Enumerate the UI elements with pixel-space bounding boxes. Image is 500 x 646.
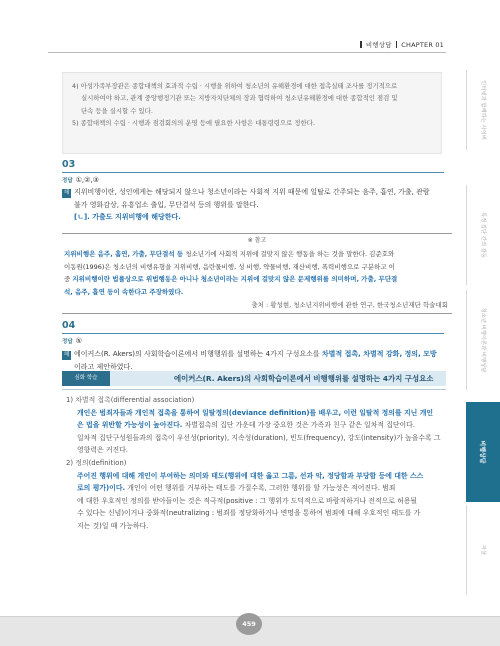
side-tab-5[interactable] bbox=[466, 505, 500, 595]
answer-line bbox=[62, 337, 82, 345]
definition-emphasis: 개인은 범죄자들과 개인적 접촉을 통하여 일탈정의(deviance definition)를 배우고, 이런 일탈적 정의를 지닌 개인 bbox=[77, 408, 434, 417]
law-item-4: 4) 아성가족부장관은 종합대책의 효과적 수립 · 시행을 위하여 청소년의 유해환경에 대한 접촉실태 조사를 정기적으로 bbox=[72, 82, 398, 90]
explanation-icon: 해 bbox=[63, 352, 70, 358]
answer-value: ⑤ bbox=[75, 337, 82, 345]
note-text: 중 bbox=[64, 275, 73, 284]
note-emphasis: 지위비행은 음주, 흡연, 가출, 무단결석 등 bbox=[64, 249, 184, 258]
law-item-4-cont: 단속 등을 실시할 수 있다. bbox=[81, 106, 153, 115]
definition-text: 개인이 어떤 행위를 거부하는 태도를 가질수록, 그러한 행위를 할 가능성은 적어진다. 범죄 bbox=[125, 484, 396, 493]
note-text: 이동원(1996)은 청소년의 비행유형을 지위비행, 음란물비행, 성 비행, 약물비행, 재산비행, 폭력비행으로 구분하고 이 bbox=[64, 262, 395, 271]
law-excerpt-box bbox=[62, 72, 442, 154]
note-title: ※ 참고 bbox=[247, 237, 267, 244]
side-tab-1[interactable] bbox=[466, 70, 500, 150]
question-number: 04 bbox=[62, 320, 76, 331]
header-bar bbox=[360, 41, 362, 48]
definition-heading: 1) 차별적 접촉(differential association) bbox=[66, 396, 195, 404]
page-number: 459 bbox=[236, 613, 262, 635]
side-tab-label: 특정 집단 간의 갈등 bbox=[479, 212, 486, 258]
definition-emphasis: 은 법을 위반할 가능성이 높아진다. bbox=[77, 421, 183, 430]
side-tab-2[interactable] bbox=[466, 185, 500, 285]
question-rule bbox=[62, 172, 444, 173]
definition-heading: 2) 정의(definition) bbox=[66, 458, 127, 467]
explanation-icon: 해 bbox=[63, 190, 70, 196]
explanation-highlight: 차별적 접촉, 차별적 강화, 정의, 모방 bbox=[321, 350, 437, 358]
note-emphasis: 지위비행이란 법률상으로 위법행동은 아니나 청소년이라는 지위에 걸맞지 않은 문제행위를 의미하며, 가출, 무단결 bbox=[72, 275, 398, 284]
answer-value: ①,②,③ bbox=[75, 176, 99, 184]
definition-text: 일차적 집단구성원들과의 접촉이 우선성(priority), 지속성(duration), 빈도(frequency), 강도(intensity)가 높을수록 그 bbox=[77, 433, 441, 442]
explanation-line: 이라고 제안하였다. bbox=[74, 362, 133, 371]
header-section: 비행상담 bbox=[365, 41, 392, 49]
header-bar bbox=[396, 41, 398, 48]
definition-text: 지는 것)일 때 가능하다. bbox=[77, 521, 149, 530]
side-tab-label: 인터넷과 함께하는 사이버 bbox=[479, 80, 486, 140]
question-rule bbox=[62, 333, 444, 334]
definition-text: 영향력은 커진다. bbox=[77, 446, 128, 455]
explanation-line: 불가 영화감상, 유흥업소 출입, 무단결석 등의 행위를 말한다. bbox=[74, 200, 259, 209]
explanation-line: 지위비행이란, 성인에게는 해당되지 않으나 청소년이라는 사회적 지위 때문에 일탈로 간주되는 음주, 흡연, 가출, 관람 bbox=[74, 188, 430, 196]
running-header bbox=[356, 40, 444, 49]
note-text: 청소년기에 사회적 지위에 걸맞지 않은 행동을 하는 것을 말한다. 김준호와 bbox=[183, 249, 395, 258]
law-item-5: 5) 종합대책의 수립 · 시행과 점검회의의 운영 등에 필요한 사항은 대통령령으로 정한다. bbox=[72, 118, 315, 127]
note-source: 출처 : 황성현, 청소년지위비행에 관한 연구, 한국청소년재단 학술대회 bbox=[251, 300, 448, 309]
header-rule bbox=[48, 52, 446, 53]
side-tab-4[interactable] bbox=[466, 402, 500, 502]
table-title: 에이커스(R. Akers)의 사회학습이론에서 비행행위를 설명하는 4가지 구성요소 bbox=[174, 374, 434, 383]
explanation-line: 에이커스(R. Akers)의 사회학습이론에서 비행행위를 설명하는 4가지 구성요소를 bbox=[74, 350, 322, 358]
law-item-4-cont: 실시하여야 하고, 관계 중앙행정기관 또는 지방자치단체의 장과 협력하여 청소년유해환경에 대한 종합적인 점검 및 bbox=[81, 94, 398, 103]
reference-note bbox=[62, 233, 452, 314]
answer-line bbox=[62, 176, 99, 184]
question-number: 03 bbox=[62, 159, 76, 170]
side-tab-label: 청소년 비행이론과 비행상담 bbox=[479, 307, 486, 373]
answer-tag: 정답 bbox=[62, 178, 73, 184]
header-chapter: CHAPTER 01 bbox=[401, 41, 444, 49]
answer-tag: 정답 bbox=[62, 339, 73, 345]
definition-text: 수 있다는 신념)이거나 중화적(neutralizing : 범죄를 정당화하거나 변명을 통하여 범죄에 대해 우호적인 태도를 가 bbox=[77, 509, 421, 518]
explanation-highlight: [ㄴ]. 가출도 지위비행에 해당한다. bbox=[74, 213, 181, 221]
deep-study-tag: 심화 학습 bbox=[62, 371, 110, 386]
side-tab-label: 자살 bbox=[479, 544, 486, 556]
explanation bbox=[62, 186, 446, 224]
definition-emphasis: 주어진 행위에 대해 개인이 부여하는 의미와 태도(행위에 대한 옳고 그름, 선과 악, 정당함과 부당함 등에 대한 스스 bbox=[77, 471, 424, 480]
definition-text: 에 대한 우호적인 정의를 받아들이는 것은 적극적(positive : 그 행위가 도덕적으로 바람직하거나 전적으로 허용될 bbox=[77, 496, 418, 505]
note-emphasis: 석, 음주, 흡연 등이 속한다고 주장하였다. bbox=[64, 288, 184, 297]
explanation bbox=[62, 348, 446, 373]
side-tab-3[interactable] bbox=[466, 290, 500, 390]
definition-text: 차별접촉의 집단 가운데 가장 중요한 것은 가족과 친구 같은 일차적 집단이다. bbox=[182, 421, 416, 430]
definitions-box bbox=[62, 389, 446, 575]
side-tab-label: 비행상담 bbox=[478, 440, 486, 464]
definition-emphasis: 로의 평가)이다. bbox=[77, 484, 126, 493]
